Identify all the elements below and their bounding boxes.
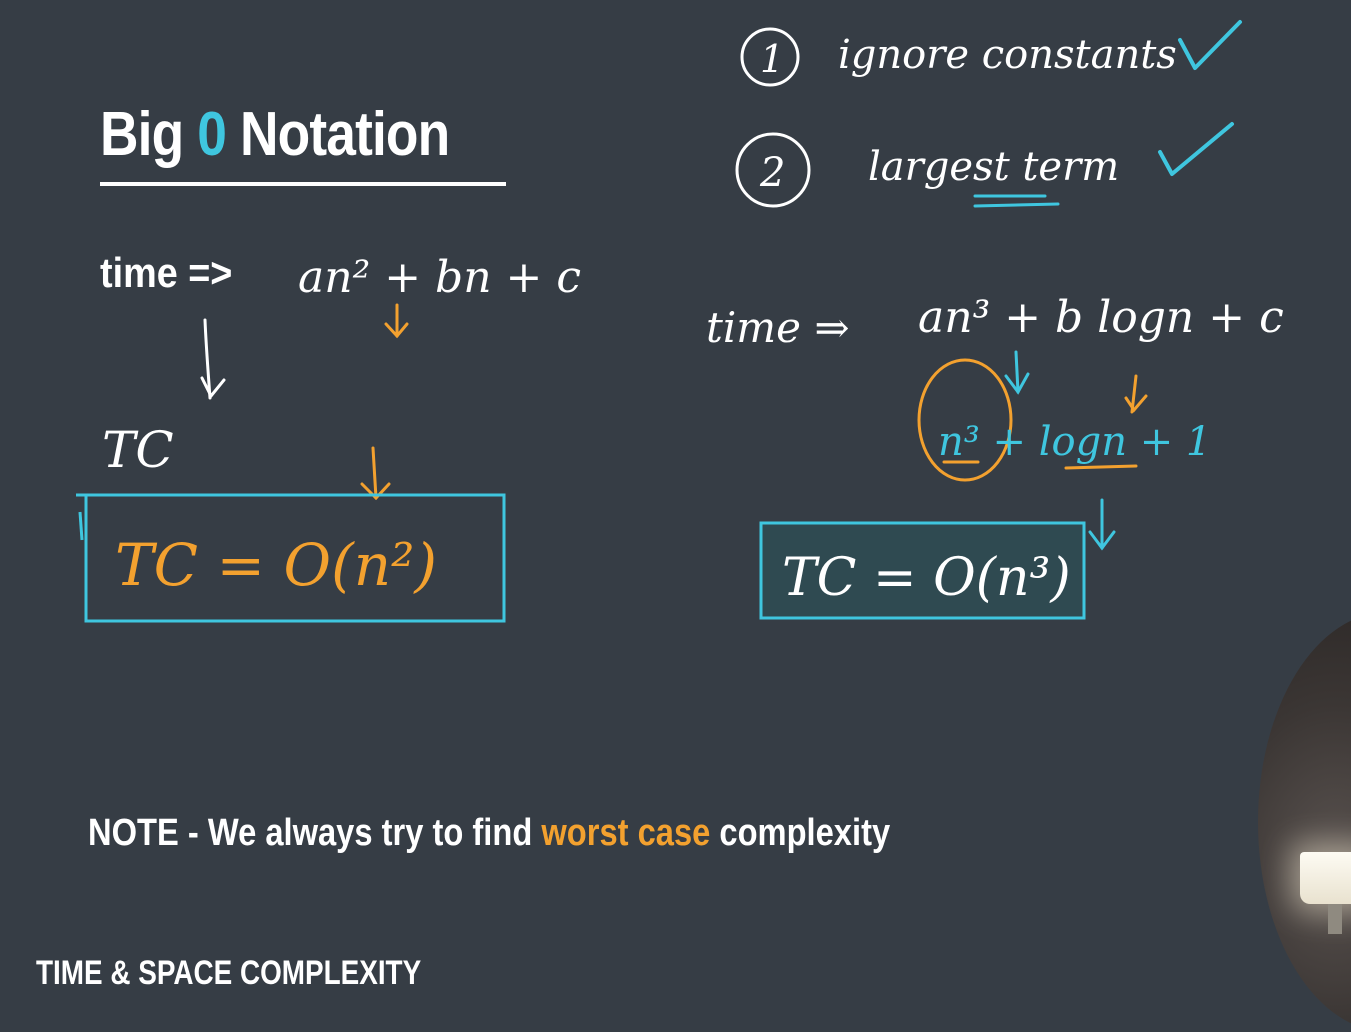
rule-2-checkmark bbox=[1160, 124, 1232, 174]
title-part-notation: Notation bbox=[240, 100, 450, 169]
right-time-label: time ⇒ bbox=[706, 303, 850, 352]
left-result-text: TC = O(n²) bbox=[115, 531, 437, 599]
right-orange-arrow-up bbox=[1126, 376, 1146, 412]
left-time-label: time => bbox=[100, 249, 233, 296]
note-text bbox=[88, 814, 890, 852]
left-tc-label: TC bbox=[102, 421, 174, 479]
lamp-stand bbox=[1328, 904, 1342, 934]
rule-1-checkmark bbox=[1180, 22, 1240, 68]
right-expression: an³ + b logn + c bbox=[918, 292, 1284, 343]
note-highlight: worst case bbox=[541, 812, 711, 854]
lamp-shade bbox=[1300, 852, 1351, 904]
title-part-zero: 0 bbox=[197, 100, 227, 169]
left-box-tick bbox=[80, 512, 82, 540]
left-orange-arrow-box bbox=[362, 448, 389, 498]
rule-1-number: 1 bbox=[760, 37, 785, 81]
note-suffix: complexity bbox=[710, 812, 891, 854]
left-expression: an² + bn + c bbox=[298, 252, 582, 303]
left-white-down-arrow bbox=[202, 320, 224, 398]
title-part-big: Big bbox=[100, 100, 184, 169]
note-prefix: NOTE - We always try to find bbox=[88, 812, 542, 854]
left-orange-arrow-small bbox=[386, 305, 407, 336]
right-blue-arrow-1 bbox=[1006, 352, 1028, 392]
rule-1-text: ignore constants bbox=[838, 32, 1177, 78]
right-blue-arrow-2 bbox=[1090, 500, 1114, 548]
footer-title: TIME & SPACE COMPLEXITY bbox=[36, 954, 422, 992]
rule-2-text: largest term bbox=[868, 144, 1120, 190]
right-result-text: TC = O(n³) bbox=[782, 548, 1071, 608]
rule-2-number: 2 bbox=[760, 150, 786, 196]
right-simplified: n³ + logn + 1 bbox=[938, 419, 1212, 465]
rule-2-underline bbox=[975, 196, 1058, 206]
